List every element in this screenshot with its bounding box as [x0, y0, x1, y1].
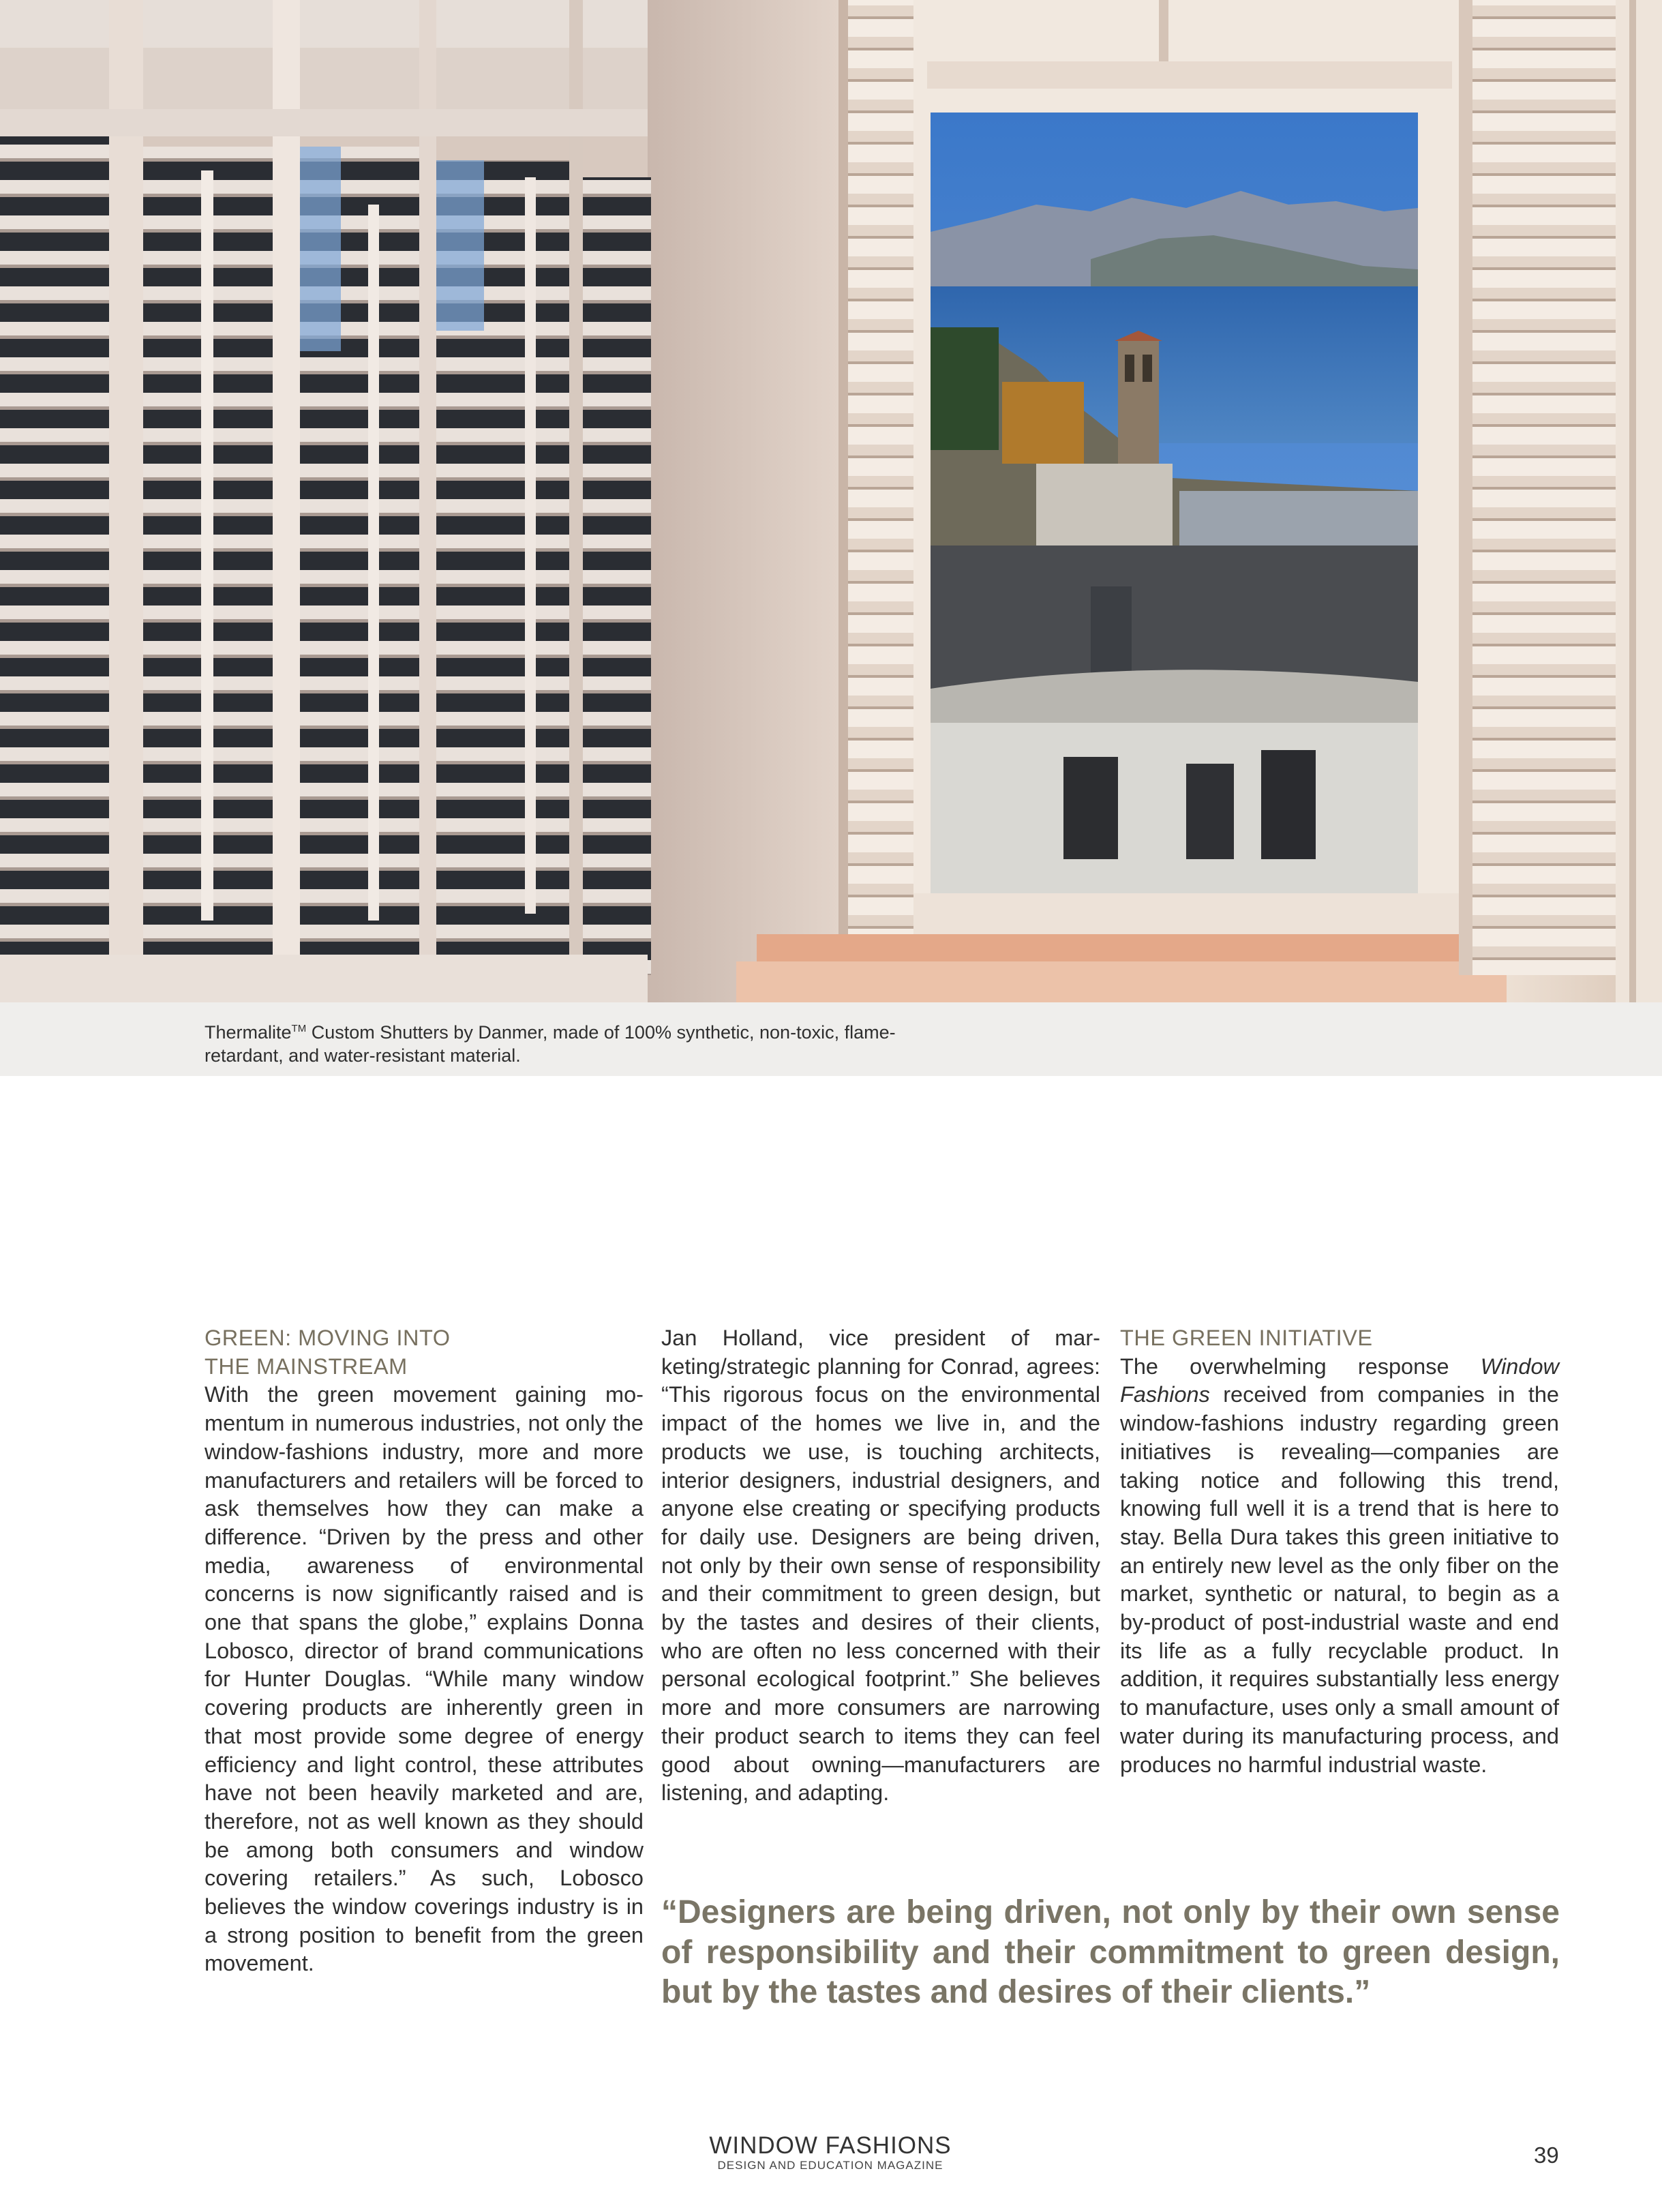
- heading-line-2: THE MAINSTREAM: [205, 1354, 408, 1379]
- article-column-2: [661, 1324, 1100, 1808]
- caption-brand: Thermalite: [205, 1022, 292, 1043]
- column-2-body: Jan Holland, vice president of marketing/strategic planning for Conrad, agrees: “This rigorous focus on the environmental impact of the homes we live in, and the products we use, is touching architects, interior designers, industrial designers, and anyone else creating or specifying products for daily use. Designers are being driven, not only by their own sense of responsibility and their commitment to green design, but by the tastes and desires of their clients, who are often no less concerned with their personal ecological footprint.” She believes more and more consumers are narrowing their product search to items they can feel good about owning—manufacturers are listening, and adapting.: [661, 1326, 1100, 1806]
- column-3-body: [1120, 1353, 1559, 1780]
- column-3-body-start: The overwhelming response: [1120, 1354, 1481, 1379]
- caption-line-2: retardant, and water-resistant material.: [205, 1045, 521, 1066]
- footer-title: WINDOW FASHIONS: [709, 2132, 952, 2159]
- page-number: 39: [1534, 2142, 1559, 2168]
- column-3-body-rest: received from companies in the window-fashions industry regarding green initiatives is revealing—companies are taking notice and following this trend, knowing full well it is a trend that is here to stay. Bella Dura takes this green initiative to an entirely new level as the only fiber on the market, synthetic or natural, to begin as a by-product of post-industrial waste and end its life as a fully recyclable product. In addition, it requires substantially less energy to manufacture, uses only a small amount of water during its manufacturing process, and produces no harmful industrial waste.: [1120, 1382, 1559, 1777]
- photo-caption: [205, 1017, 988, 1067]
- heading-line-1: GREEN: MOVING INTO: [205, 1326, 451, 1350]
- footer-subtitle: DESIGN AND EDUCATION MAGAZINE: [717, 2159, 943, 2172]
- column-1-body: With the green movement gaining momentum in numerous industries, not only the window-fashions industry, more and more manufacturers and retailers will be forced to ask themselves how they can make a difference. “Driven by the press and other media, awareness of environmental concerns is now significantly raised and is one that spans the globe,” explains Donna Lobosco, director of brand communications for Hunter Douglas. “While many window covering products are inherently green in that most provide some degree of energy efficiency and light control, these attributes have not been heavily marketed and are, therefore, not as well known as they should be among both consumers and window covering retailers.” As such, Lobosco believes the window coverings industry is in a strong position to benefit from the green movement.: [205, 1382, 644, 1976]
- section-heading-mainstream: [205, 1324, 644, 1381]
- section-heading-green-initiative: THE GREEN INITIATIVE: [1120, 1326, 1373, 1350]
- trademark-mark: TM: [291, 1023, 307, 1034]
- magazine-name-italic: Window Fashions: [1120, 1354, 1559, 1407]
- footer-masthead: [694, 2133, 967, 2172]
- article-column-1: [205, 1324, 644, 1978]
- caption-line-1: Custom Shutters by Danmer, made of 100% synthetic, non-toxic, flame-: [306, 1022, 896, 1043]
- article-column-3: [1120, 1324, 1559, 1779]
- pull-quote: “Designers are being driven, not only by their own sense of responsibility and their commitment to green design, but by the tastes and desires of their clients.”: [661, 1894, 1560, 2010]
- shutters-photo: [0, 0, 1662, 1002]
